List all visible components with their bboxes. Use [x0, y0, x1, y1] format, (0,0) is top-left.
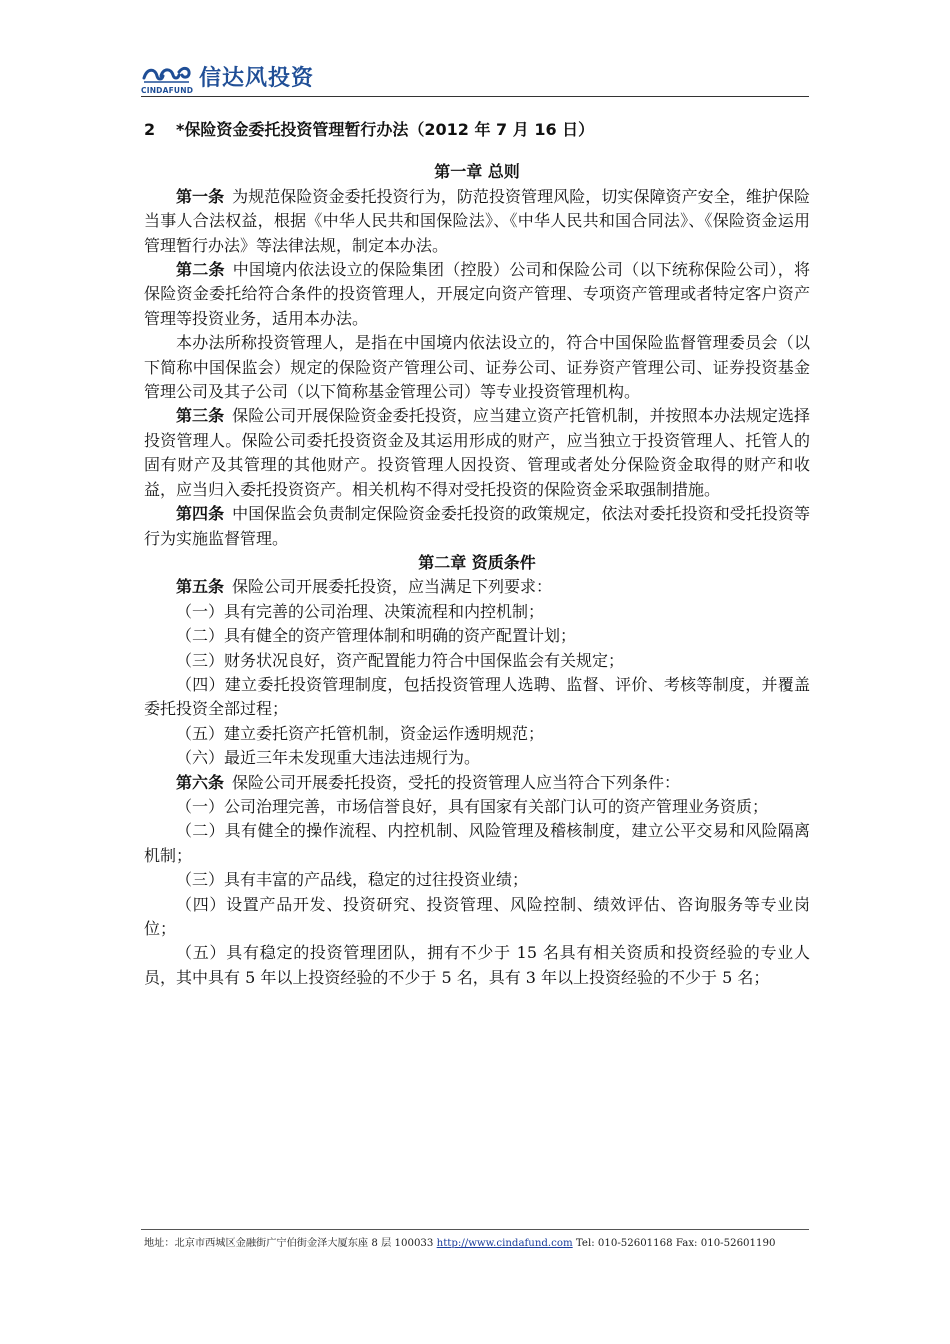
page-header [141, 64, 809, 98]
logo-english-text: CINDAFUND [141, 86, 194, 95]
article-6 [144, 771, 810, 795]
document-title [144, 118, 810, 142]
article-label: 第五条 [176, 577, 225, 597]
chapter-heading-2: 第二章 资质条件 [418, 552, 536, 572]
article-text: 保险公司开展委托投资，应当满足下列要求： [232, 577, 553, 597]
article-label: 第三条 [176, 406, 225, 426]
article-text: 为规范保险资金委托投资行为，防范投资管理风险，切实保障资产安全，维护保险当事人合法权益，根据《中华人民共和国保险法》、《中华人民共和国合同法》、《保险资金运用管理暂行办法》等法律法规，制定本办法。 [144, 186, 810, 255]
article-4 [144, 502, 810, 551]
article-1 [144, 185, 810, 258]
list-item: （三）具有丰富的产品线，稳定的过往投资业绩； [176, 870, 529, 890]
footer-fax: Fax: 010-52601190 [672, 1238, 776, 1249]
article-text: 保险公司开展保险资金委托投资，应当建立资产托管机制，并按照本办法规定选择投资管理人。保险公司委托投资资金及其运用形成的财产，应当独立于投资管理人、托管人的固有财产及其管理的其他财产。投资管理人因投资、管理或者处分保险资金取得的财产和收益，应当归入委托投资资产。相关机构不得对受托投资的保险资金采取强制措施。 [144, 406, 810, 499]
header-divider [141, 96, 809, 97]
article-label: 第二条 [176, 260, 225, 280]
article-3 [144, 404, 810, 502]
footer-website-link[interactable]: http://www.cindafund.com [436, 1238, 573, 1249]
logo-chinese-text: 信达风投资 [199, 66, 315, 91]
list-item: （四）设置产品开发、投资研究、投资管理、风险控制、绩效评估、咨询服务等专业岗位； [144, 894, 810, 938]
list-item: （一）公司治理完善，市场信誉良好，具有国家有关部门认可的资产管理业务资质； [176, 796, 769, 816]
company-logo [141, 64, 314, 94]
footer-address: 地址：北京市西城区金融街广宁伯街金泽大厦东座 8 层 100033 [144, 1238, 437, 1249]
footer-divider [141, 1229, 809, 1230]
document-body [144, 118, 810, 990]
chapter-heading-1: 第一章 总则 [434, 162, 520, 182]
article-2 [144, 258, 810, 331]
article-2-paragraph-2: 本办法所称投资管理人，是指在中国境内依法设立的，符合中国保险监督管理委员会（以下简称中国保监会）规定的保险资产管理公司、证券公司、证券资产管理公司、证券投资基金管理公司及其子公司（以下简称基金管理公司）等专业投资管理机构。 [144, 333, 810, 402]
article-label: 第六条 [176, 772, 225, 792]
footer-tel: Tel: 010-52601168 [572, 1238, 673, 1249]
title-text: *保险资金委托投资管理暂行办法（2012 年 7 月 16 日） [176, 120, 595, 139]
article-text: 中国保监会负责制定保险资金委托投资的政策规定，依法对委托投资和受托投资等行为实施监督管理。 [144, 504, 810, 548]
waves-logo-icon [141, 64, 193, 94]
list-item: （一）具有完善的公司治理、决策流程和内控机制； [176, 601, 545, 621]
list-item: （二）具有健全的资产管理体制和明确的资产配置计划； [176, 626, 577, 646]
list-item: （二）具有健全的操作流程、内控机制、风险管理及稽核制度，建立公平交易和风险隔离机制； [144, 821, 810, 865]
article-label: 第四条 [176, 504, 225, 524]
page-footer [144, 1234, 810, 1249]
title-number: 2 [144, 120, 156, 139]
article-text: 中国境内依法设立的保险集团（控股）公司和保险公司（以下统称保险公司），将保险资金委托给符合条件的投资管理人，开展定向资产管理、专项资产管理或者特定客户资产管理等投资业务，适用本办法。 [144, 260, 810, 328]
list-item: （三）财务状况良好，资产配置能力符合中国保监会有关规定； [176, 650, 625, 670]
list-item: （六）最近三年未发现重大违法违规行为。 [176, 748, 481, 768]
article-5 [144, 575, 810, 599]
list-item: （五）建立委托资产托管机制，资金运作透明规范； [176, 723, 545, 743]
list-item: （四）建立委托投资管理制度，包括投资管理人选聘、监督、评价、考核等制度，并覆盖委托投资全部过程； [144, 674, 810, 719]
article-label: 第一条 [176, 186, 225, 206]
list-item: （五）具有稳定的投资管理团队，拥有不少于 15 名具有相关资质和投资经验的专业人员，其中具有 5 年以上投资经验的不少于 5 名，具有 3 年以上投资经验的不少于 5 名； [144, 943, 810, 987]
article-text: 保险公司开展委托投资，受托的投资管理人应当符合下列条件： [232, 772, 681, 792]
